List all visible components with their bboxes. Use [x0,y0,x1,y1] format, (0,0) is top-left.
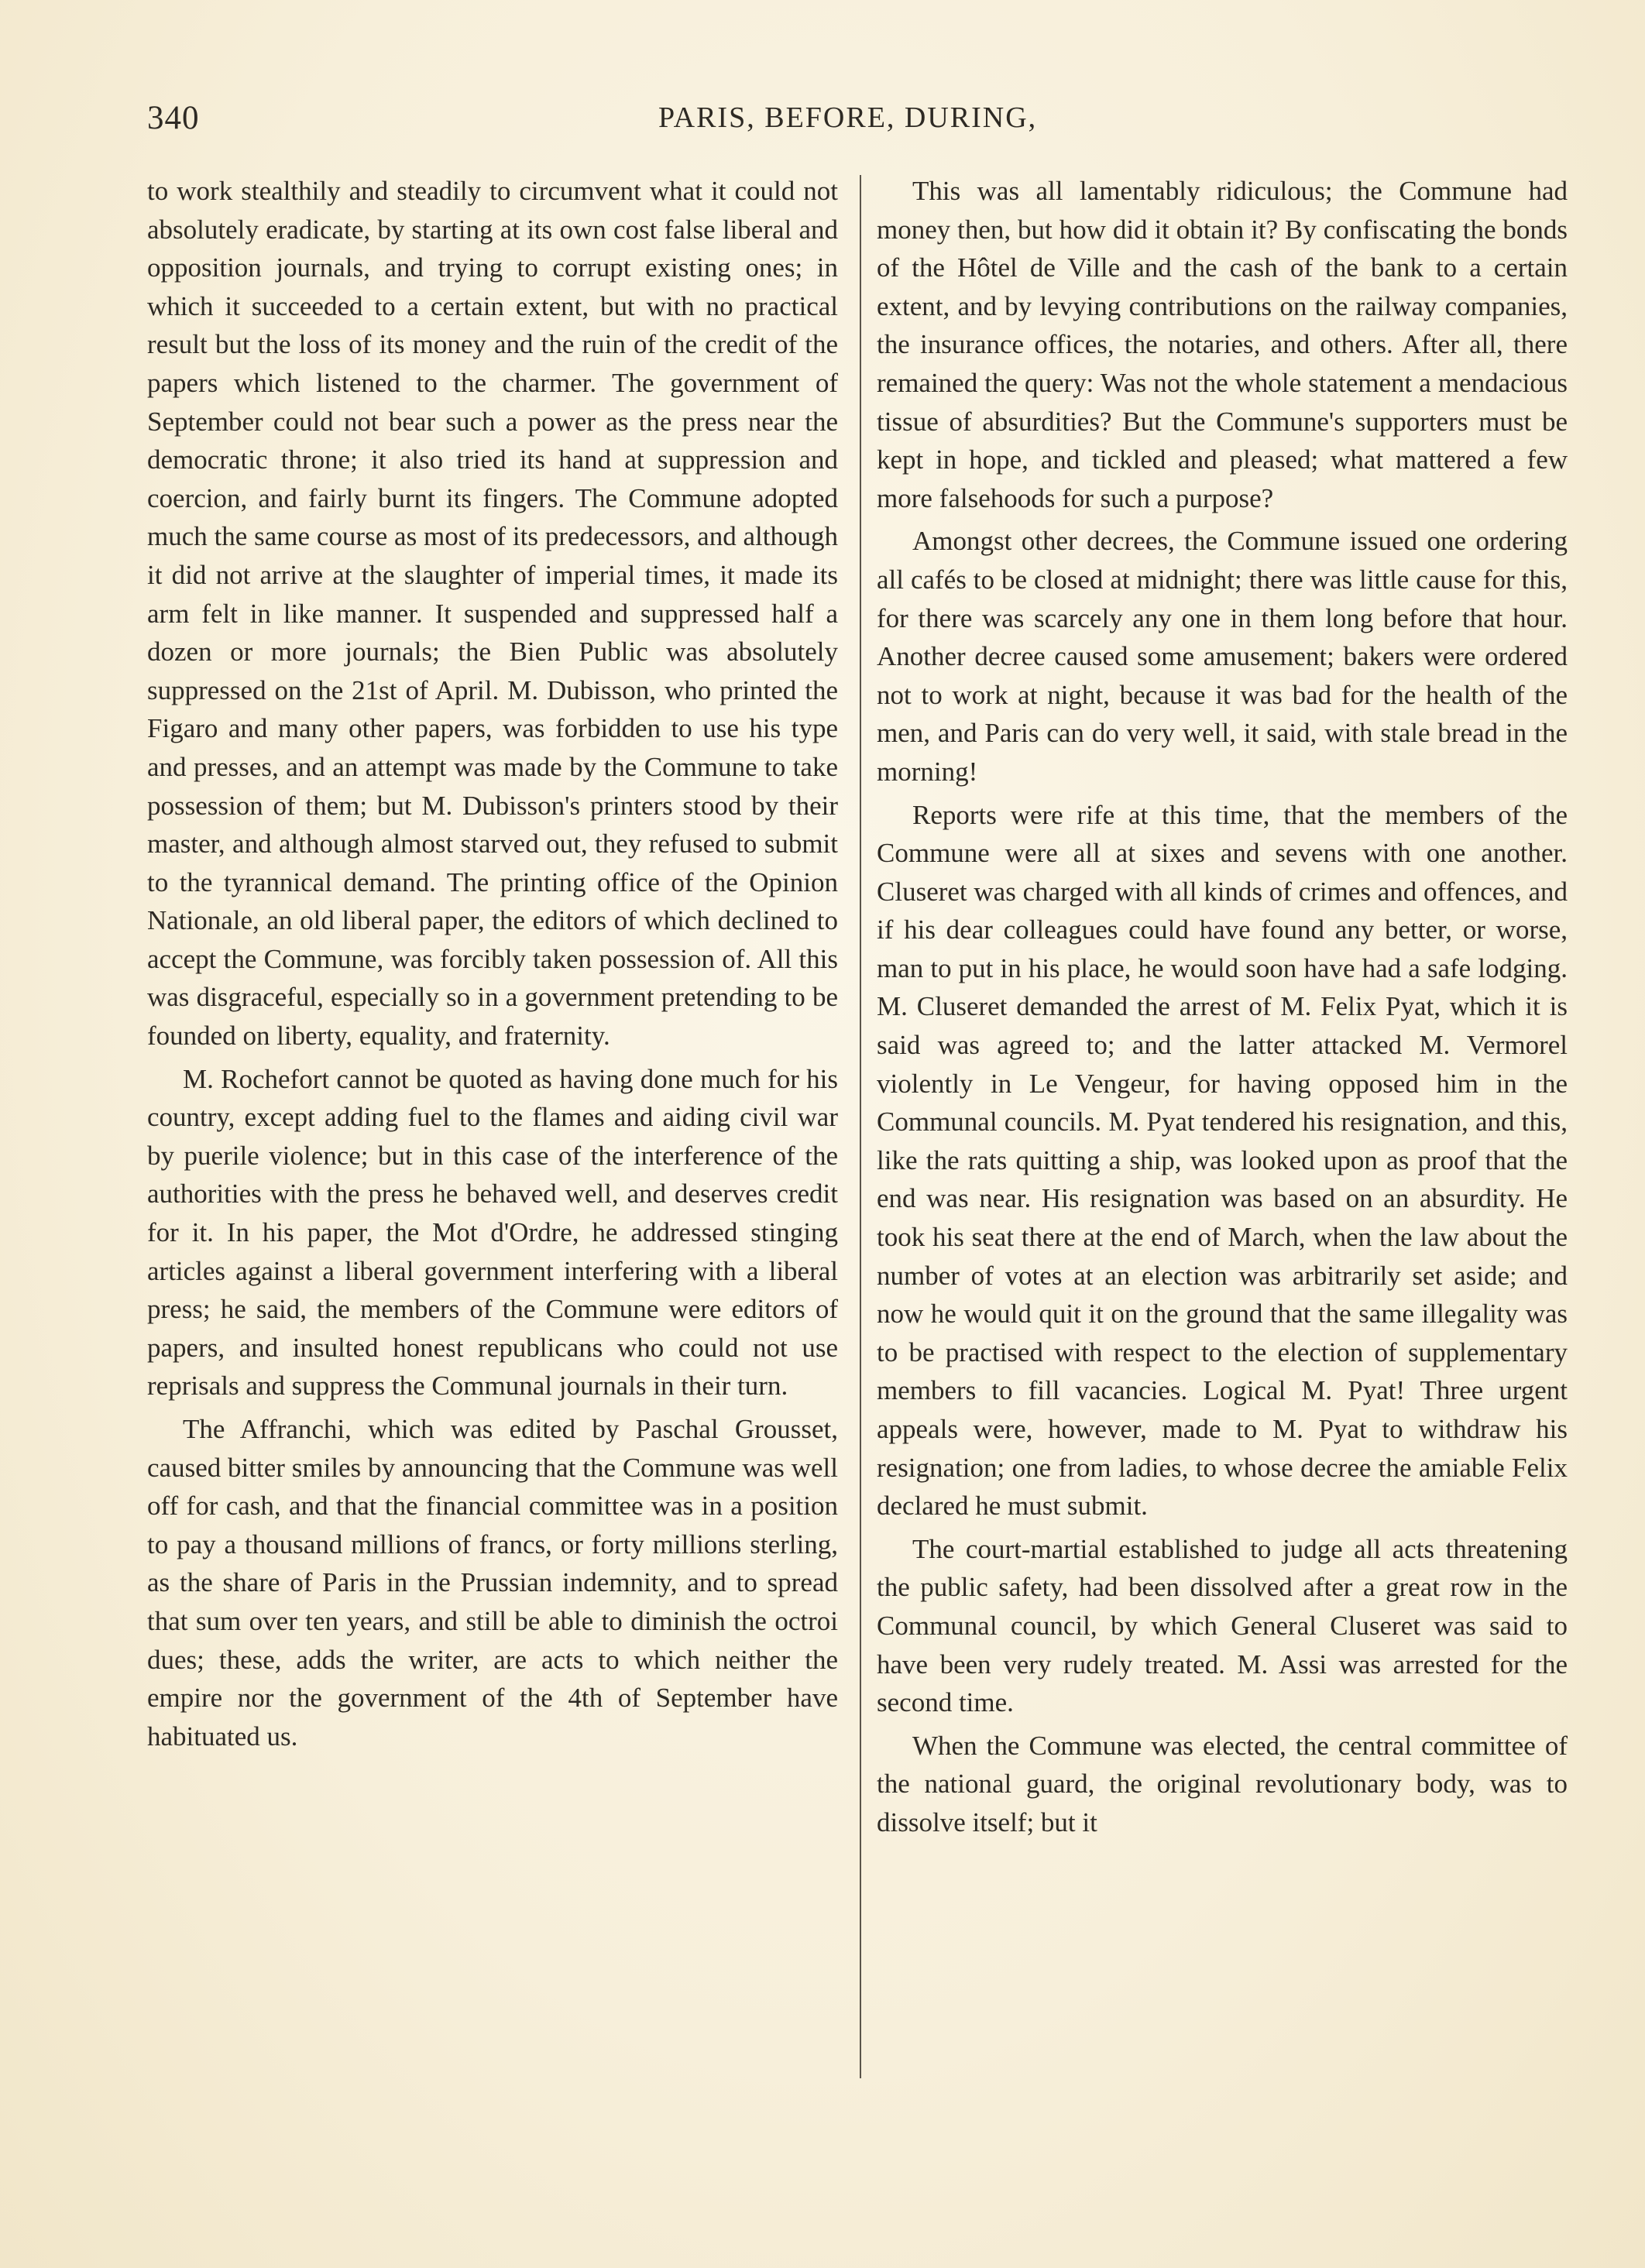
paragraph: This was all lamentably ridiculous; the Commune had money then, but how did it obtain it? By confiscating the bonds of the Hôtel de Ville and the cash of the bank to a certain extent, and by levying contributions on the railway companies, the insurance offices, the notaries, and others. After all, there remained the query: Was not the whole statement a mendacious tissue of absurdities? But the Commune's supporters must be kept in hope, and tickled and pleased; what mattered a few more falsehoods for such a purpose? [877,176,1568,513]
page-number: 340 [147,100,200,136]
page-header [147,99,1569,146]
right-column [877,172,1568,1842]
left-column [147,172,838,1755]
paragraph: The court-martial established to judge all acts threatening the public safety, had been dissolved after a great row in the Communal council, by which General Cluseret was said to have been very rudely treated. M. Assi was arrested for the second time. [877,1533,1568,1718]
paragraph: The Affranchi, which was edited by Paschal Grousset, caused bitter smiles by announcing that the Commune was well off for cash, and that the financial committee was in a position to pay a thousand millions of francs, or forty millions sterling, as the share of Paris in the Prussian indemnity, and to spread that sum over ten years, and still be able to diminish the octroi dues; these, adds the writer, are acts to which neither the empire nor the government of the 4th of September have habituated us. [147,1414,838,1752]
running-title: PARIS, BEFORE, DURING, [658,101,1038,134]
paragraph: to work stealthily and steadily to circumvent what it could not absolutely eradicate, by starting at its own cost false liberal and opposition journals, and trying to corrupt existing ones; in which it succeeded to a certain extent, but with no practical result but the loss of its money and the ruin of the credit of the papers which listened to the charmer. The government of September could not bear such a power as the press near the democratic throne; it also tried its hand at suppression and coercion, and fairly burnt its fingers. The Commune adopted much the same course as most of its predecessors, and although it did not arrive at the slaughter of imperial times, it made its arm felt in like manner. It suspended and suppressed half a dozen or more journals; the Bien Public was absolutely suppressed on the 21st of April. M. Dubisson, who printed the Figaro and many other papers, was forbidden to use his type and presses, and an attempt was made by the Commune to take possession of them; but M. Dubisson's printers stood by their master, and although almost starved out, they refused to submit to the tyrannical demand. The printing office of the Opinion Nationale, an old liberal paper, the editors of which declined to accept the Commune, was forcibly taken possession of. All this was disgraceful, especially so in a government pretending to be founded on liberty, equality, and fraternity. [147,176,838,1052]
paragraph: When the Commune was elected, the central committee of the national guard, the original revolutionary body, was to dissolve itself; but it [877,1730,1568,1837]
paragraph: M. Rochefort cannot be quoted as having done much for his country, except adding fuel to the flames and aiding civil war by puerile violence; but in this case of the interference of the authorities with the press he behaved well, and deserves credit for it. In his paper, the Mot d'Ordre, he addressed stinging articles against a liberal government interfering with a liberal press; he said, the members of the Commune were editors of papers, and insulted honest republicans who could not use reprisals and suppress the Communal journals in their turn. [147,1063,838,1402]
column-divider [860,175,861,2078]
paragraph: Amongst other decrees, the Commune issued one ordering all cafés to be closed at midnight; there was little cause for this, for there was scarcely any one in them long before that hour. Another decree caused some amusement; bakers were ordered not to work at night, because it was bad for the health of the men, and Paris can do very well, it said, with stale bread in the morning! [877,526,1568,787]
paragraph: Reports were rife at this time, that the members of the Commune were all at sixes and sevens with one another. Cluseret was charged with all kinds of crimes and offences, and if his dear colleagues could have found any better, or worse, man to put in his place, he would soon have had a safe lodging. M. Cluseret demanded the arrest of M. Felix Pyat, which it is said was agreed to; and the latter attacked M. Vermorel violently in Le Vengeur, for having opposed him in the Communal councils. M. Pyat tendered his resignation, and this, like the rats quitting a ship, was looked upon as proof that the end was near. His resignation was based on an absurdity. He took his seat there at the end of March, when the law about the number of votes at an election was arbitrarily set aside; and now he would quit it on the ground that the same illegality was to be practised with respect to the election of supplementary members to fill vacancies. Logical M. Pyat! Three urgent appeals were, however, made to M. Pyat to withdraw his resignation; one from ladies, to whose decree the amiable Felix declared he must submit. [877,799,1568,1522]
